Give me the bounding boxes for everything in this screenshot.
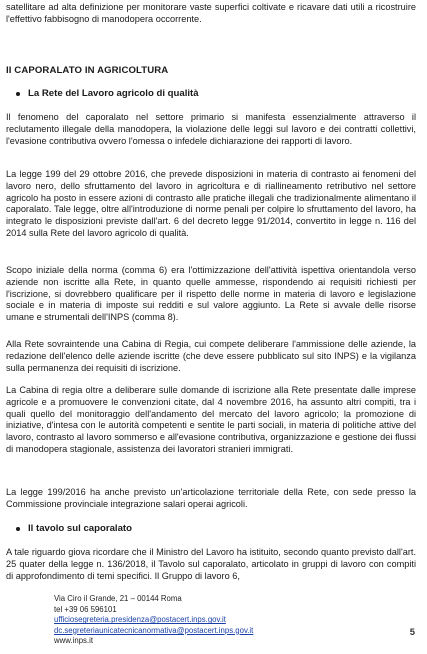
subheading-tavolo <box>16 523 132 534</box>
paragraph-compiti-cabina: La Cabina di regia oltre a deliberare sulle domande di iscrizione alla Rete presentate dalle imprese agricole e a promuovere le convenzioni citate, dal 4 novembre 2016, ha assunto altri compiti, tra i quali quello del monitoraggio dell'andamento del mercato del lavoro agricolo; la promozione di iniziative, d'intesa con le autorità competenti e sentite le parti sociali, in materia di politiche attive del lavoro, contrasto al lavoro sommerso e all'evasione contributiva, organizzazione e gestione dei flussi di manodopera stagionale, assistenza dei lavoratori stranieri immigrati. <box>6 385 416 454</box>
footer-phone: tel +39 06 596101 <box>54 604 117 614</box>
subheading-rete <box>16 88 199 99</box>
subheading-tavolo-text: Il tavolo sul caporalato <box>28 523 132 534</box>
section-heading: II CAPORALATO IN AGRICOLTURA <box>6 65 169 76</box>
footer-address: Via Ciro il Grande, 21 – 00144 Roma <box>54 594 182 603</box>
footer-website[interactable]: www.inps.it <box>54 636 93 646</box>
footer-email-normativa[interactable]: dc.segreteriaunicatecnicanormativa@postacert.inps.gov.it <box>54 625 254 635</box>
footer-contacts <box>54 594 253 647</box>
paragraph-scopo: Scopo iniziale della norma (comma 6) era l'ottimizzazione dell'attività ispettiva orientandola verso aziende non iscritte alla Rete, in quanto quelle ammesse, rispondendo ai requisiti richiesti per l'iscrizione, si dovrebbero qualificare per il rispetto delle norme in materia di lavoro e legislazione sociale e in materia di imposte sui redditi e sul valore aggiunto. La Rete si avvale delle risorse umane e strumentali dell'INPS (comma 8). <box>6 265 416 323</box>
footer-email-presidenza[interactable]: ufficiosegreteria.presidenza@postacert.inps.gov.it <box>54 615 226 625</box>
paragraph-articolazione: La legge 199/2016 ha anche previsto un'articolazione territoriale della Rete, con sede presso la Commissione provinciale integrazione salari operai agricoli. <box>6 487 416 509</box>
paragraph-intro: satellitare ad alta definizione per monitorare vaste superfici coltivate e ricavare dati utili a ricostruire l'effettivo fabbisogno di manodopera occorrente. <box>6 2 416 24</box>
bullet-icon <box>16 92 20 96</box>
paragraph-tavolo: A tale riguardo giova ricordare che il Ministro del Lavoro ha istituito, secondo quanto previsto dall'art. 25 quater della legge n. 136/2018, il Tavolo sul caporalato, articolato in gruppi di lavoro con compiti di approfondimento di temi specifici. Il Gruppo di lavoro 6, <box>6 547 416 581</box>
paragraph-fenomeno: Il fenomeno del caporalato nel settore primario si manifesta essenzialmente attraverso il reclutamento illegale della manodopera, la violazione delle leggi sul lavoro e dei contratti collettivi, l'evasione contributiva ovvero l'omessa o infedele dichiarazione dei rapporti di lavoro. <box>6 112 416 146</box>
paragraph-cabina-regia: Alla Rete sovraintende una Cabina di Regia, cui compete deliberare l'ammissione delle aziende, la redazione dell'elenco delle aziende iscritte (che deve essere pubblicato sul sito INPS) e la vigilanza sulla permanenza dei requisiti di iscrizione. <box>6 339 416 373</box>
page-number: 5 <box>409 626 415 637</box>
bullet-icon <box>16 527 20 531</box>
paragraph-legge-199: La legge 199 del 29 ottobre 2016, che prevede disposizioni in materia di contrasto ai fenomeni del lavoro nero, dello sfruttamento del lavoro in agricoltura e di riallineamento retributivo nel settore agricolo ha posto in essere azioni di contrasto alle pratiche illegali che tradizionalmente alimentano il caporalato. Tale legge, oltre all'introduzione di norme penali per colpire lo sfruttamento del lavoro, ha integrato le disposizioni previste dall'art. 6 del decreto legge 91/2014, convertito in legge n. 116 del 2014 sulla Rete del lavoro agricolo di qualità. <box>6 169 416 238</box>
subheading-rete-text: La Rete del Lavoro agricolo di qualità <box>28 88 199 99</box>
